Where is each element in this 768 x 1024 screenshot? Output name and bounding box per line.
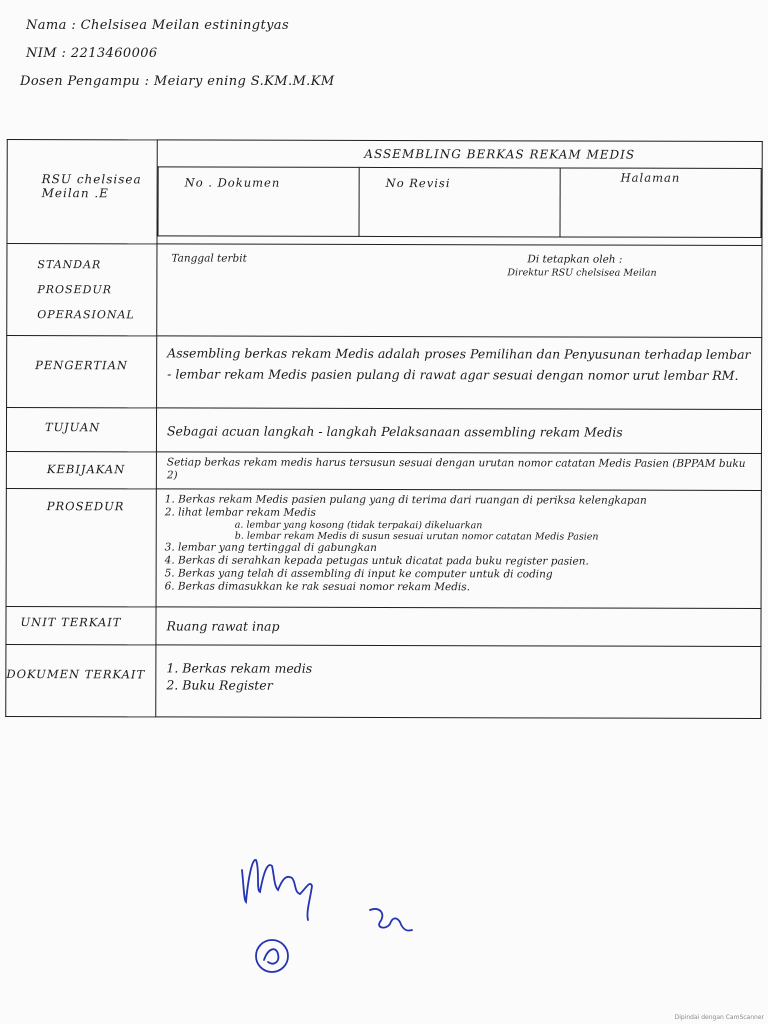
- tujuan-cell: [156, 408, 761, 454]
- dokumen-label: DOKUMEN TERKAIT: [6, 667, 146, 682]
- kebijakan-cell: [156, 452, 761, 491]
- prosedur-step: 4. Berkas di serahkan kepada petugas untuk dicatat pada buku register pasien.: [164, 554, 589, 568]
- kebijakan-text: Setiap berkas rekam medis harus tersusun sesuai dengan urutan nomor catatan Medis Pasien (BPPAM buku 2): [166, 456, 746, 482]
- prosedur-step: 6. Berkas dimasukkan ke rak sesuai nomor rekam Medis.: [164, 580, 471, 594]
- tujuan-label-cell: [6, 408, 156, 452]
- director-name: Direktur RSU chelsisea Meilan: [507, 267, 657, 279]
- unit-text: Ruang rawat inap: [166, 618, 280, 634]
- prosedur-step: 2. lihat lembar rekam Medis: [164, 506, 316, 519]
- dokumen-cell: [156, 645, 761, 719]
- unit-label: UNIT TERKAIT: [20, 615, 122, 630]
- sop-table: [5, 139, 763, 719]
- approved-by-label: Di tetapkan oleh :: [527, 253, 623, 266]
- prosedur-label: PROSEDUR: [46, 499, 125, 514]
- prosedur-cell: [156, 489, 761, 609]
- title-block: [157, 140, 762, 246]
- doc-number-header: No . Dokumen: [158, 167, 359, 237]
- prosedur-substep: a. lembar yang kosong (tidak terpakai) dikeluarkan: [234, 519, 483, 532]
- tujuan-label: TUJUAN: [44, 420, 101, 435]
- prosedur-label-cell: [6, 489, 156, 607]
- tujuan-text: Sebagai acuan langkah - langkah Pelaksanaan assembling rekam Medis: [166, 423, 623, 440]
- prosedur-step: 1. Berkas rekam Medis pasien pulang yang di terima dari ruangan di periksa kelengkapan: [164, 493, 647, 507]
- prosedur-step: 5. Berkas yang telah di assembling di input ke computer untuk di coding: [164, 567, 553, 581]
- pengertian-text: Assembling berkas rekam Medis adalah proses Pemilihan dan Penyusunan terhadap lembar - lembar rekam Medis pasien pulang di rawat agar sesuai dengan nomor urut lembar RM.: [167, 345, 751, 383]
- handwritten-signature: [230, 840, 430, 990]
- pengertian-label: PENGERTIAN: [35, 358, 129, 373]
- dokumen-item: 2. Buku Register: [166, 677, 273, 693]
- tanggal-cell: [157, 244, 762, 338]
- institution-name: RSU chelsisea Meilan .E: [41, 172, 142, 201]
- issue-date-label: Tanggal terbit: [171, 252, 247, 265]
- page-header: Halaman: [560, 168, 761, 238]
- student-nim: NIM : 2213460006: [26, 46, 158, 61]
- prosedur-substep: b. lembar rekam Medis di susun sesuai urutan nomor catatan Medis Pasien: [234, 530, 599, 543]
- dokumen-label-cell: [6, 645, 156, 717]
- student-name: Nama : Chelsisea Meilan estiningtyas: [26, 18, 290, 33]
- pengertian-label-cell: [7, 336, 157, 408]
- scanner-watermark: Dipindai dengan CamScanner: [674, 1014, 764, 1021]
- prosedur-step: 3. lembar yang tertinggal di gabungkan: [164, 541, 377, 554]
- sop-label-cell: [7, 244, 157, 336]
- unit-label-cell: [6, 607, 156, 645]
- unit-cell: [156, 607, 761, 647]
- pengertian-cell: [157, 336, 762, 410]
- kebijakan-label: KEBIJAKAN: [46, 462, 126, 477]
- kebijakan-label-cell: [6, 452, 156, 489]
- lecturer-name: Dosen Pengampu : Meiary ening S.KM.M.KM: [20, 74, 335, 89]
- revision-header: No Revisi: [359, 167, 560, 237]
- institution-cell: [7, 140, 157, 244]
- dokumen-item: 1. Berkas rekam medis: [166, 660, 313, 676]
- sop-label: STANDAR PROSEDUR OPERASIONAL: [37, 258, 135, 322]
- document-title: ASSEMBLING BERKAS REKAM MEDIS: [364, 146, 636, 162]
